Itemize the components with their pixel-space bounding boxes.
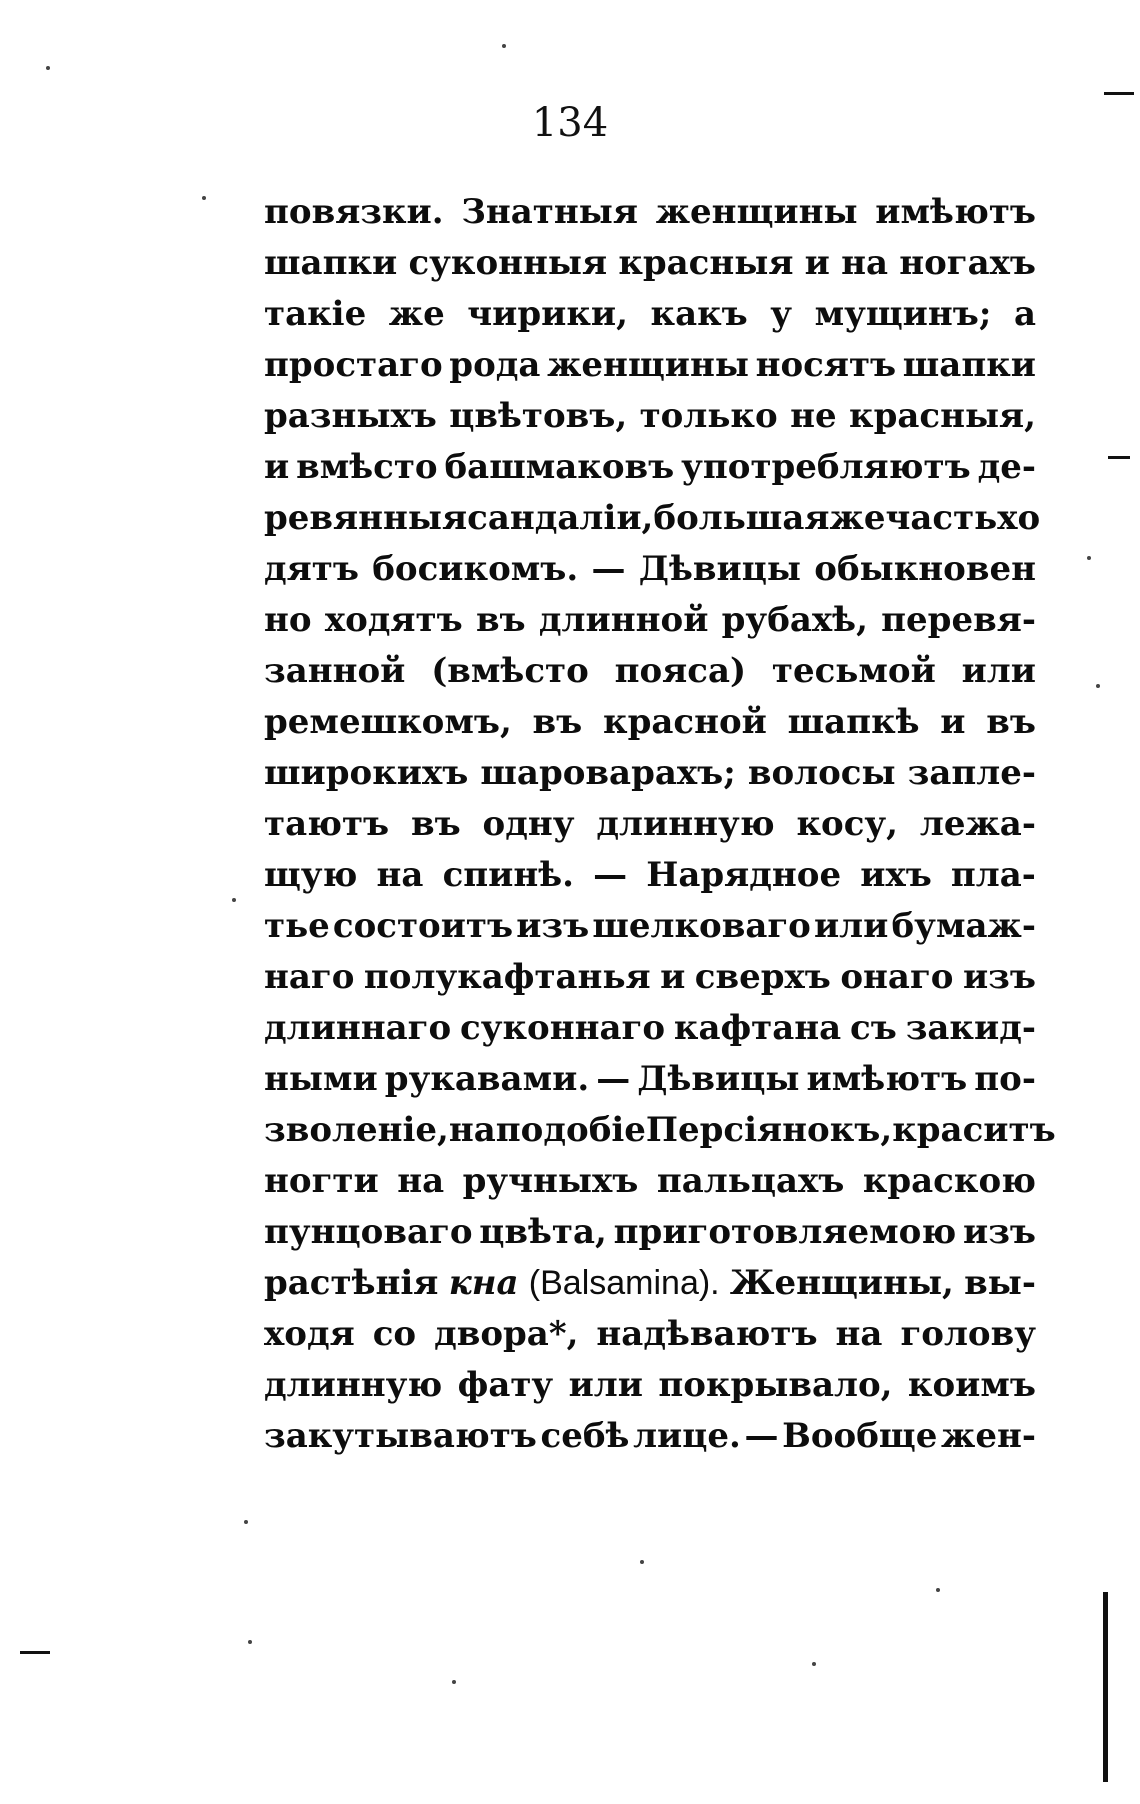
word: ремешкомъ, — [264, 702, 512, 742]
text-line — [264, 544, 1036, 595]
text-line — [264, 1309, 1036, 1360]
word: жен- — [940, 1416, 1036, 1456]
word: у — [770, 294, 793, 334]
word: или — [961, 651, 1036, 691]
word: женщины — [547, 345, 749, 385]
word: покрывало, — [658, 1365, 893, 1405]
scan-speck — [502, 44, 506, 48]
word: краситъ — [892, 1110, 1056, 1150]
word: ходятъ — [324, 600, 463, 640]
body-text — [264, 187, 1056, 1462]
word: шапки — [264, 243, 398, 283]
word: шелковаго — [592, 906, 811, 946]
word: ходя — [264, 1314, 355, 1354]
word: коимъ — [907, 1365, 1036, 1405]
scan-speck — [452, 1680, 456, 1684]
text-line — [264, 1411, 1036, 1462]
scan-speck — [244, 1520, 248, 1524]
word: часть — [885, 498, 998, 538]
word: ревянныя — [264, 498, 468, 538]
text-line — [264, 1360, 1036, 1411]
scan-speck — [812, 1662, 816, 1666]
word: ихъ — [860, 855, 932, 895]
word: красныя, — [849, 396, 1036, 436]
word: со — [372, 1314, 417, 1354]
word: ручныхъ — [462, 1161, 639, 1201]
word: — — [593, 855, 628, 895]
scan-speck — [640, 1560, 644, 1564]
word: широкихъ — [264, 753, 469, 793]
word: пунцоваго — [264, 1212, 473, 1252]
word: длинную — [596, 804, 775, 844]
word: (вмѣсто — [431, 651, 589, 691]
word: занной — [264, 651, 406, 691]
text-line — [264, 748, 1036, 799]
word: — — [591, 549, 626, 589]
text-line — [264, 646, 1036, 697]
text-line — [264, 442, 1036, 493]
scan-speck — [202, 196, 206, 200]
text-line — [264, 850, 1036, 901]
scan-mark-right-top — [1104, 92, 1134, 95]
word: пояса) — [614, 651, 747, 691]
word: полукафтанья — [363, 957, 651, 997]
word: красной — [603, 702, 767, 742]
word: въ — [475, 600, 526, 640]
word: имѣютъ — [806, 1059, 968, 1099]
word: Персіянокъ, — [645, 1110, 893, 1150]
text-line — [264, 187, 1036, 238]
word: рубахѣ, — [721, 600, 868, 640]
word: имѣютъ — [875, 192, 1036, 232]
word: обыкновен — [814, 549, 1036, 589]
word: цвѣтовъ, — [449, 396, 628, 436]
word: изъ — [962, 957, 1036, 997]
word: вмѣсто — [296, 447, 438, 487]
word: приготовляемою — [613, 1212, 957, 1252]
word: мущинъ; — [814, 294, 992, 334]
scan-speck — [1096, 684, 1100, 688]
scan-mark-left-bottom — [20, 1651, 50, 1654]
word: бумаж- — [891, 906, 1036, 946]
word: по- — [974, 1059, 1036, 1099]
scan-speck — [248, 1640, 252, 1644]
word: или — [813, 906, 889, 946]
word: женщины — [655, 192, 858, 232]
text-line — [264, 1105, 1056, 1156]
word: чирики, — [467, 294, 628, 334]
word: въ — [532, 702, 583, 742]
word: длинную — [264, 1365, 443, 1405]
word: (Balsamina). — [528, 1264, 720, 1302]
word: Дѣвицы — [638, 549, 801, 589]
word: простаго — [264, 345, 443, 385]
word: же — [829, 498, 886, 538]
word: длиннаго — [264, 1008, 452, 1048]
word: щую — [264, 855, 358, 895]
word: кафтана — [673, 1008, 842, 1048]
word: большая — [653, 498, 830, 538]
word: разныхъ — [264, 396, 437, 436]
word: ногахъ — [899, 243, 1036, 283]
word: носятъ — [755, 345, 897, 385]
word: на — [397, 1161, 445, 1201]
text-line — [264, 697, 1036, 748]
word: перевя- — [881, 600, 1036, 640]
word: онаго — [840, 957, 954, 997]
word: рода — [449, 345, 541, 385]
word: растѣнія — [264, 1263, 439, 1303]
word: закутываютъ — [264, 1416, 537, 1456]
word: тье — [264, 906, 330, 946]
text-line — [264, 595, 1036, 646]
word: на — [841, 243, 889, 283]
word: длинной — [538, 600, 709, 640]
word: голову — [900, 1314, 1036, 1354]
word: Вообще — [782, 1416, 938, 1456]
word: — — [596, 1059, 631, 1099]
text-line — [264, 340, 1036, 391]
word: въ — [410, 804, 461, 844]
word: наго — [264, 957, 355, 997]
word: на — [835, 1314, 883, 1354]
text-line — [264, 238, 1036, 289]
scan-mark-right-bottom — [1103, 1592, 1108, 1782]
text-line — [264, 1156, 1036, 1207]
word: шароварахъ; — [480, 753, 736, 793]
word: красныя — [618, 243, 794, 283]
word: — — [744, 1416, 779, 1456]
text-line — [264, 289, 1036, 340]
scan-mark-right-mid — [1108, 456, 1130, 459]
word: цвѣта, — [479, 1212, 607, 1252]
word: волосы — [747, 753, 896, 793]
scan-speck — [232, 898, 236, 902]
page-number: 134 — [531, 100, 609, 146]
text-line — [264, 391, 1036, 442]
word: босикомъ. — [372, 549, 579, 589]
word: употребляютъ — [681, 447, 971, 487]
word: Нарядное — [646, 855, 842, 895]
word: въ — [986, 702, 1036, 742]
word: повязки. — [264, 192, 444, 232]
word: краскою — [862, 1161, 1036, 1201]
word: пла- — [950, 855, 1036, 895]
scan-speck — [936, 1588, 940, 1592]
word: ногти — [264, 1161, 379, 1201]
word: же — [388, 294, 445, 334]
word: и — [660, 957, 686, 997]
word: сандаліи, — [467, 498, 654, 538]
word: зволеніе, — [264, 1110, 449, 1150]
word: и — [804, 243, 830, 283]
word: и — [940, 702, 966, 742]
word: фату — [457, 1365, 554, 1405]
word: башмаковъ — [444, 447, 675, 487]
word: запле- — [907, 753, 1036, 793]
word: не — [790, 396, 837, 436]
word: а — [1013, 294, 1036, 334]
word: кна — [448, 1263, 519, 1303]
word: суконныя — [408, 243, 608, 283]
word: лежа- — [919, 804, 1036, 844]
word: спинѣ. — [442, 855, 574, 895]
word: одну — [482, 804, 575, 844]
word: вы- — [964, 1263, 1036, 1303]
word: Женщины, — [729, 1263, 954, 1303]
word: надѣваютъ — [596, 1314, 818, 1354]
word: косу, — [796, 804, 899, 844]
word: ными — [264, 1059, 378, 1099]
text-line — [264, 799, 1036, 850]
word: закид- — [905, 1008, 1036, 1048]
text-line — [264, 1258, 1036, 1309]
word: таютъ — [264, 804, 390, 844]
word: де- — [977, 447, 1036, 487]
word: шапкѣ — [787, 702, 920, 742]
word: сверхъ — [694, 957, 831, 997]
word: рукавами. — [384, 1059, 590, 1099]
word: или — [568, 1365, 643, 1405]
word: состоитъ — [332, 906, 514, 946]
scan-speck — [46, 66, 50, 70]
word: но — [264, 600, 312, 640]
word: и — [264, 447, 290, 487]
word: Дѣвицы — [637, 1059, 800, 1099]
word: такіе — [264, 294, 367, 334]
text-line — [264, 1207, 1036, 1258]
word: хо — [997, 498, 1041, 538]
text-line — [264, 1003, 1036, 1054]
word: изъ — [963, 1212, 1036, 1252]
text-line — [264, 493, 1041, 544]
word: изъ — [516, 906, 590, 946]
text-line — [264, 901, 1036, 952]
word: себѣ — [540, 1416, 630, 1456]
word: двора*, — [434, 1314, 579, 1354]
word: наподобіе — [448, 1110, 646, 1150]
word: пальцахъ — [656, 1161, 845, 1201]
word: какъ — [650, 294, 748, 334]
word: только — [639, 396, 778, 436]
word: шапки — [902, 345, 1036, 385]
text-line — [264, 1054, 1036, 1105]
text-line — [264, 952, 1036, 1003]
scan-speck — [1087, 556, 1091, 560]
word: суконнаго — [460, 1008, 666, 1048]
word: на — [376, 855, 424, 895]
word: тесьмой — [771, 651, 936, 691]
word: Знатныя — [461, 192, 638, 232]
word: лице. — [633, 1416, 741, 1456]
word: дятъ — [264, 549, 359, 589]
word: съ — [850, 1008, 897, 1048]
